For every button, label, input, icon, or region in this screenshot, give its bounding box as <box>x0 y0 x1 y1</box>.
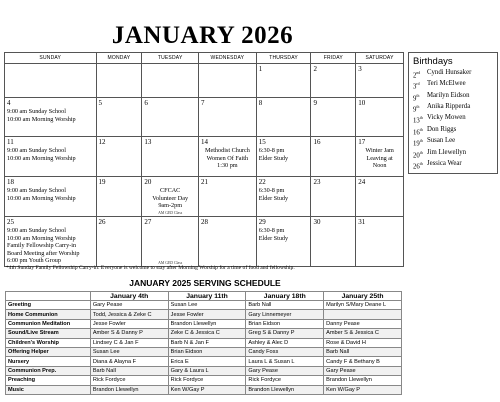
schedule-row <box>6 338 402 347</box>
calendar-day-cell <box>5 64 97 97</box>
schedule-role: Offering Helper <box>6 347 91 356</box>
day-number: 24 <box>358 178 366 186</box>
calendar-event: Volunteer Day <box>152 194 189 202</box>
birthday-item <box>413 160 493 171</box>
birthday-name: Teri McElwee <box>427 80 466 88</box>
schedule-column-header: January 4th <box>90 292 168 301</box>
schedule-cell: Amber S & Danny P <box>90 329 168 338</box>
day-header: TUESDAY <box>142 53 199 63</box>
birthday-name: Cyndi Hunsaker <box>427 69 472 76</box>
birthday-item <box>413 103 493 114</box>
calendar-day-cell <box>199 217 257 266</box>
calendar-day-cell <box>311 217 356 266</box>
schedule-column-header: January 11th <box>168 292 246 301</box>
calendar-event: 10:00 am Morning Worship <box>7 234 76 242</box>
schedule-cell: Gary Pease <box>90 301 168 310</box>
calendar-event: Methodist Church <box>204 147 250 154</box>
calendar-event: 6:30-8 pm <box>258 227 285 234</box>
day-number: 15 <box>258 138 266 146</box>
calendar-day-cell <box>97 98 143 136</box>
birthday-suffix: nd <box>416 71 421 75</box>
schedule-cell: Brandon Llewellyn <box>324 376 402 385</box>
birthday-day: 2 <box>413 72 417 80</box>
birthday-item <box>413 80 493 91</box>
schedule-cell: Amber S & Jessica C <box>324 329 402 338</box>
birthdays-panel <box>408 52 498 174</box>
day-number: 16 <box>313 138 321 146</box>
calendar-event: 9:00 am Sunday School <box>7 187 66 194</box>
day-number: 3 <box>358 65 362 73</box>
calendar-event: Family Fellowship Carry-in <box>7 242 77 250</box>
schedule-role: Children's Worship <box>6 338 91 347</box>
schedule-cell: Laura L & Susan L <box>246 357 324 366</box>
calendar-day-cell <box>257 98 312 136</box>
calendar-week <box>5 217 403 266</box>
day-number: 2 <box>313 65 317 73</box>
schedule-cell: Danny Pease <box>324 319 402 328</box>
schedule-row <box>6 329 402 338</box>
ged-class-note: AM GED Class <box>158 211 183 215</box>
calendar-event: 1:30 pm <box>217 162 238 170</box>
serving-schedule-table <box>5 291 402 395</box>
birthday-day: 13 <box>413 117 420 125</box>
birthday-suffix: th <box>416 105 420 110</box>
day-number: 12 <box>98 138 106 146</box>
schedule-cell: Gary Linnemeyer <box>246 310 324 319</box>
schedule-cell: Susan Lee <box>168 301 246 310</box>
schedule-cell: Brian Eidson <box>246 319 324 328</box>
birthday-date <box>413 103 427 114</box>
calendar-day-cell <box>199 137 257 176</box>
schedule-cell: Zeke C & Jessica C <box>168 329 246 338</box>
schedule-cell: Candy Foss <box>246 347 324 356</box>
day-number: 19 <box>98 178 106 186</box>
day-number: 21 <box>201 178 209 186</box>
calendar-body <box>5 64 403 266</box>
calendar-event: 6:30-8 pm <box>258 147 285 154</box>
day-number: 25 <box>7 218 14 226</box>
calendar-day-cell <box>97 177 143 216</box>
calendar-day-cell <box>311 98 356 136</box>
day-header: FRIDAY <box>311 53 356 63</box>
schedule-role: Preaching <box>6 376 91 385</box>
birthday-name: Jessica Wear <box>427 159 462 167</box>
schedule-cell: Brandon Llewellyn <box>168 319 246 328</box>
schedule-cell: Barb N & Jan F <box>168 338 246 347</box>
day-number: 26 <box>98 218 106 226</box>
calendar-day-cell <box>5 137 97 176</box>
birthday-date <box>413 160 427 171</box>
day-number: 23 <box>313 178 321 186</box>
birthday-date <box>413 114 427 125</box>
day-number: 6 <box>144 99 148 107</box>
calendar-footnote: *4th Sunday Family Fellowship Carry-in: Everyone is welcome to stay after Morning Worship for a time of food and fellowship. <box>6 265 295 271</box>
calendar-event: CFCAC <box>160 187 181 194</box>
birthday-suffix: rd <box>416 82 420 87</box>
day-number: 4 <box>7 99 11 107</box>
birthdays-title: Birthdays <box>413 56 453 67</box>
calendar-day-cell <box>97 137 143 176</box>
day-number: 1 <box>258 65 263 73</box>
schedule-role: Communion Prep. <box>6 366 91 375</box>
calendar-day-cell <box>356 137 403 176</box>
calendar-event: Leaving at <box>366 154 393 162</box>
schedule-column-header <box>6 292 91 301</box>
birthday-date <box>413 149 427 160</box>
calendar-event: Board Meeting after Worship <box>7 249 80 257</box>
birthday-suffix: th <box>419 127 423 132</box>
calendar-event: 6:30-8 pm <box>258 187 285 194</box>
calendar-day-cell <box>311 64 356 97</box>
calendar-event: Noon <box>372 162 387 170</box>
schedule-cell: Jesse Fowler <box>90 319 168 328</box>
schedule-cell: Brandon Llewellyn <box>90 385 168 394</box>
birthday-date <box>413 126 427 137</box>
calendar-day-cell <box>257 137 312 176</box>
schedule-cell: Candy F & Bethany B <box>324 357 402 366</box>
calendar-day-cell <box>257 177 312 216</box>
birthday-day: 3 <box>413 83 417 91</box>
calendar-week <box>5 137 403 177</box>
schedule-cell: Erica E <box>168 357 246 366</box>
birthday-item <box>413 92 493 103</box>
schedule-cell: Rick Fordyce <box>90 376 168 385</box>
schedule-cell: Jesse Fowler <box>168 310 246 319</box>
day-number: 18 <box>7 178 14 186</box>
schedule-row <box>6 347 402 356</box>
calendar-day-cell <box>356 64 403 97</box>
birthday-suffix: th <box>419 116 423 121</box>
calendar-event: 9:00 am Sunday School <box>7 227 66 234</box>
day-number: 29 <box>258 218 266 226</box>
schedule-cell: Ashley & Alec D <box>246 338 324 347</box>
schedule-row <box>6 319 402 328</box>
schedule-cell: Susan Lee <box>90 347 168 356</box>
day-header: SUNDAY <box>5 53 97 63</box>
birthday-name: Jim Llewellyn <box>427 148 467 156</box>
birthday-date <box>413 92 427 103</box>
calendar-grid <box>4 52 404 267</box>
day-number: 20 <box>144 178 152 186</box>
calendar-day-cell <box>257 217 312 266</box>
birthday-item <box>413 126 493 137</box>
day-header: SATURDAY <box>365 55 394 61</box>
schedule-row <box>6 385 402 394</box>
schedule-cell: Ken W/Gay P <box>168 385 246 394</box>
birthday-day: 20 <box>413 151 420 159</box>
calendar-day-cell <box>199 64 257 97</box>
page-title: JANUARY 2026 <box>111 22 294 49</box>
birthday-day: 9 <box>413 106 417 114</box>
schedule-body <box>6 301 402 395</box>
birthday-suffix: th <box>419 161 423 166</box>
schedule-cell: Barb Nall <box>324 347 402 356</box>
schedule-row <box>6 357 402 366</box>
schedule-cell <box>324 310 402 319</box>
calendar-event: 10:00 am Morning Worship <box>7 194 76 202</box>
birthday-date <box>413 80 427 91</box>
day-header: THURSDAY <box>257 53 312 63</box>
schedule-cell: Gary Pease <box>246 366 324 375</box>
calendar-day-cell <box>97 64 143 97</box>
birthday-item <box>413 114 493 125</box>
birthday-suffix: th <box>419 139 423 144</box>
day-header: MONDAY <box>97 53 143 63</box>
schedule-cell: Rose & David H <box>324 338 402 347</box>
day-number: 28 <box>201 218 209 226</box>
birthday-name: Don Riggs <box>427 125 457 133</box>
day-number: 14 <box>201 138 209 146</box>
day-number: 27 <box>144 218 152 226</box>
calendar-event: 10:00 am Morning Worship <box>7 115 76 123</box>
schedule-column-header: January 25th <box>324 292 402 301</box>
schedule-role: Music <box>6 385 91 394</box>
birthdays-list <box>413 69 493 171</box>
schedule-cell: Barb Nall <box>246 301 324 310</box>
calendar-event: 9:00 am Sunday School <box>7 147 66 154</box>
schedule-cell: Ken W/Gay P <box>324 385 402 394</box>
birthday-day: 19 <box>413 140 420 148</box>
schedule-role: Nursery <box>6 357 91 366</box>
schedule-cell: Diana & Alayna F <box>90 357 168 366</box>
day-number: 5 <box>98 99 103 107</box>
schedule-cell: Brian Eidson <box>168 347 246 356</box>
schedule-cell: Todd, Jessica & Zeke C <box>90 310 168 319</box>
calendar-event: 9am-2pm <box>158 202 183 210</box>
schedule-header-row <box>6 292 402 301</box>
calendar-event: 10:00 am Morning Worship <box>7 154 76 162</box>
calendar-day-cell <box>5 177 97 216</box>
calendar-day-cell <box>356 177 403 216</box>
calendar-day-cell <box>97 217 143 266</box>
birthday-suffix: th <box>419 150 423 155</box>
birthday-date <box>413 69 427 80</box>
calendar-week <box>5 177 403 217</box>
calendar-day-cell <box>142 98 199 136</box>
schedule-cell: Lindsey C & Jan F <box>90 338 168 347</box>
schedule-row <box>6 310 402 319</box>
schedule-cell: Marilyn S/Mary Deane L <box>324 301 402 310</box>
schedule-cell: Rick Fordyce <box>168 376 246 385</box>
calendar-event: Winter Jam <box>365 147 394 154</box>
calendar-day-cell <box>311 137 356 176</box>
birthday-item <box>413 69 493 80</box>
schedule-role: Greeting <box>6 301 91 310</box>
calendar-header <box>5 53 403 64</box>
calendar-day-cell <box>5 217 97 266</box>
calendar-week <box>5 98 403 137</box>
day-number: 13 <box>144 138 152 146</box>
schedule-cell: Gary Pease <box>324 366 402 375</box>
birthday-suffix: th <box>416 93 420 98</box>
calendar-day-cell <box>199 98 257 136</box>
day-number: 30 <box>313 218 321 226</box>
calendar-day-cell <box>199 177 257 216</box>
day-number: 31 <box>358 218 366 226</box>
birthday-day: 9 <box>413 94 417 102</box>
calendar-event: Elder Study <box>258 194 289 202</box>
schedule-cell: Rick Fordyce <box>246 376 324 385</box>
calendar-day-cell <box>356 98 403 136</box>
day-number: 9 <box>313 99 317 107</box>
schedule-cell: Barb Nall <box>90 366 168 375</box>
schedule-row <box>6 366 402 375</box>
schedule-role: Home Communion <box>6 310 91 319</box>
birthday-item <box>413 137 493 148</box>
birthday-name: Vicky Mowen <box>427 114 466 122</box>
calendar-event: 6:00 pm Youth Group <box>7 257 61 265</box>
calendar-day-cell <box>142 137 199 176</box>
calendar-event: Elder Study <box>258 154 289 162</box>
schedule-title: JANUARY 2025 SERVING SCHEDULE <box>129 278 281 288</box>
calendar-day-cell <box>311 177 356 216</box>
calendar-day-cell <box>257 64 312 97</box>
calendar-event: Elder Study <box>258 234 289 242</box>
schedule-cell: Greg S & Danny P <box>246 329 324 338</box>
calendar-day-cell <box>142 217 199 266</box>
ged-class-note: AM GED Class <box>158 261 183 265</box>
schedule-row <box>6 376 402 385</box>
schedule-row <box>6 301 402 310</box>
calendar-week <box>5 64 403 98</box>
day-number: 8 <box>258 99 263 107</box>
calendar-day-cell <box>356 217 403 266</box>
day-number: 22 <box>258 178 266 186</box>
birthday-day: 16 <box>413 129 420 137</box>
calendar-day-cell <box>142 177 199 216</box>
birthday-day: 26 <box>413 163 420 171</box>
day-number: 7 <box>201 99 205 107</box>
day-number: 11 <box>7 138 14 146</box>
schedule-cell: Gary & Laura L <box>168 366 246 375</box>
schedule-role: Sound/Live Stream <box>6 329 91 338</box>
day-number: 17 <box>358 138 366 146</box>
schedule-cell: Brandon Llewellyn <box>246 385 324 394</box>
day-header: WEDNESDAY <box>199 53 257 63</box>
birthday-name: Marilyn Eidson <box>427 91 470 99</box>
schedule-role: Communion Meditation <box>6 319 91 328</box>
calendar-event: Women Of Faith <box>206 154 249 162</box>
birthday-date <box>413 137 427 148</box>
birthday-item <box>413 149 493 160</box>
calendar-day-cell <box>142 64 199 97</box>
day-number: 10 <box>358 99 366 107</box>
calendar-day-cell <box>5 98 97 136</box>
birthday-name: Susan Lee <box>427 137 456 145</box>
calendar-event: 9:00 am Sunday School <box>7 108 66 115</box>
schedule-column-header: January 18th <box>246 292 324 301</box>
birthday-name: Anika Ripperda <box>427 103 471 111</box>
